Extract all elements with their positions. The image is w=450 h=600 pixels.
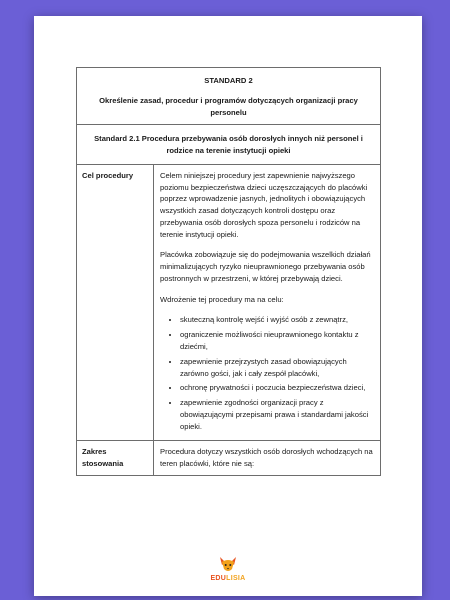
list-item: • skuteczną kontrolę wejść i wyjść osób z zewnątrz, <box>180 314 374 326</box>
list-item: • zapewnienie przejrzystych zasad obowiązujących zarówno gości, jak i cały zespół placówki, <box>180 356 374 380</box>
table-row <box>77 165 380 441</box>
header-title: STANDARD 2 <box>204 76 253 85</box>
row-content <box>154 165 380 441</box>
brand-logo <box>34 556 422 582</box>
goals-list <box>160 314 374 432</box>
row-label: Zakres stosowania <box>77 441 154 475</box>
section-title: Standard 2.1 Procedura przebywania osób dorosłych innych niż personel i rodzice na terenie instytucji opieki <box>77 125 380 165</box>
list-item: • ograniczenie możliwości nieuprawnionego kontaktu z dziećmi, <box>180 329 374 353</box>
fox-logo-icon <box>34 556 422 574</box>
list-item: • zapewnienie zgodności organizacji pracy z obowiązującymi przepisami prawa i standardami jakości opieki. <box>180 397 374 432</box>
row-label: Cel procedury <box>77 165 154 441</box>
list-item: • ochronę prywatności i poczucia bezpieczeństwa dzieci, <box>180 382 374 394</box>
brand-name: EDULISIA <box>210 575 246 582</box>
document-page <box>34 16 422 596</box>
paragraph: Celem niniejszej procedury jest zapewnienie najwyższego poziomu bezpieczeństwa dzieci uczęszczających do placówki poprzez wprowadzenie jasnych, jednolitych i obowiązujących wszystkich zasad dotyczących kontroli dostępu oraz przebywania osób dorosłych spoza personelu i rodziców na terenie instytucji opieki. <box>160 170 368 239</box>
standard-table <box>76 67 381 476</box>
paragraph: Wdrożenie tej procedury ma na celu: <box>160 294 284 304</box>
paragraph: Placówka zobowiązuje się do podejmowania wszelkich działań minimalizujących ryzyko nieuprawnionego przebywania osób postronnych w przestrzeni, w której przebywają dzieci. <box>160 250 371 283</box>
table-header <box>77 68 380 125</box>
header-subtitle: Określenie zasad, procedur i programów dotyczących organizacji pracy personelu <box>99 95 358 117</box>
paragraph: Procedura dotyczy wszystkich osób dorosłych wchodzących na teren placówki, które nie są: <box>160 447 373 469</box>
row-content <box>154 441 380 475</box>
table-row <box>77 440 380 475</box>
